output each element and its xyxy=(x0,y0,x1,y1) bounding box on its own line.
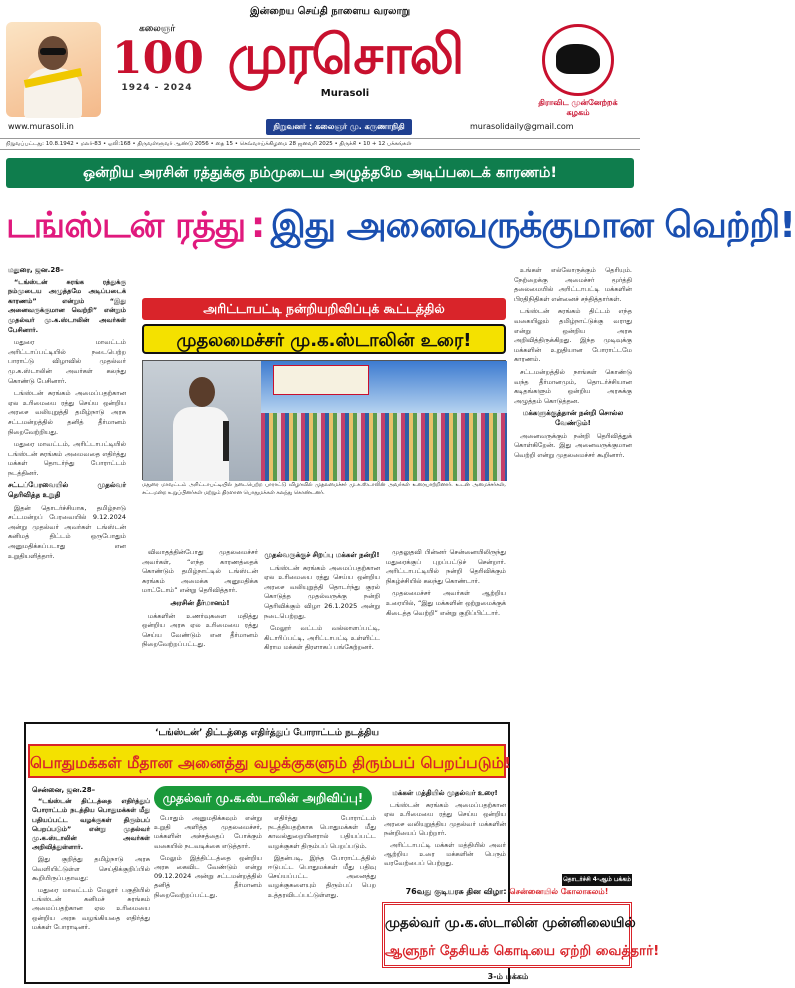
article-paragraph: மேலும் இத்திட்டத்தை ஒன்றிய அரசு கைவிட வேண்டும் என்று 09.12.2024 அன்று சட்டமன்றத்தில் தனித் தீர்மானம் நிறைவேற்றப்பட்டது. xyxy=(154,853,262,899)
slogan-text: ஒன்றிய அரசின் ரத்துக்கு நம்முடைய அழுத்தமே அடிப்படைக் காரணம்! xyxy=(82,165,558,181)
newspaper-title-block xyxy=(210,22,480,100)
article-subhead: அரசின் தீர்மானம்! xyxy=(170,598,230,607)
lower-column-1 xyxy=(32,786,150,980)
article-paragraph: போதும் அனுமதிக்கவும் என்று உறுதி அளித்த முதலமைச்சர், மக்களின் அச்சத்தைப் போக்கும் வகையில் நடவடிக்கை எடுத்தார். xyxy=(154,814,262,850)
article-paragraph: சட்டமன்றத்தில் நாங்கள் கொண்டு வந்த தீர்மானமும், தொடர்ச்சியான கடிதங்களும் ஒன்றிய அரசுக்கு அழுத்தம் கொடுத்தன. xyxy=(514,367,632,405)
contact-row xyxy=(0,118,640,136)
republic-day-kicker xyxy=(382,884,632,900)
republic-day-line1: முதல்வர் மு.க.ஸ்டாலின் முன்னிலையில் xyxy=(385,915,636,931)
email-link[interactable]: murasolidaily@gmail.com xyxy=(470,122,574,131)
right-column-article xyxy=(514,266,632,864)
article-lead: “டங்ஸ்டன் சுரங்க ரத்துக்கு நம்முடைய அழுத்தமே அடிப்படைக் காரணம்” என்றும் “இது அனைவருக்குமான வெற்றி” என்றும் முதல்வர் மு.க.ஸ்டாலின் அவர்கள் பேசினார். xyxy=(8,277,126,334)
party-emblem xyxy=(526,24,630,116)
speaker-head xyxy=(189,377,215,407)
article-paragraph: முதலுதவி பின்னர் சென்னையிலிருந்து மதுரைக்குப் புறப்பட்டுச் சென்றார். அரிட்டாபட்டியில் நன்றி தெரிவிக்கும் நிகழ்ச்சியில் கலந்து கொண்டார். xyxy=(386,548,506,585)
article-paragraph: மதுரை மாவட்டம், அரிட்டாபட்டியில் டங்ஸ்டன் சுரங்கம் அமைவதை எதிர்த்து மக்கள் தொடர்ந்து போராட்டம் நடத்தினர். xyxy=(8,440,126,477)
newspaper-title: முரசொலி xyxy=(227,23,463,86)
article-paragraph: இதன்படி, இந்த போராட்டத்தில் ஈடுபட்ட பொதுமக்கள் மீது பதிவு செய்யப்பட்ட அனைத்து வழக்குகளையும் திரும்பப் பெற உத்தரவிடப்பட்டுள்ளது. xyxy=(268,853,376,899)
speaker-figure xyxy=(173,377,229,481)
center-column-2 xyxy=(264,548,380,716)
article-paragraph: அனைவருக்கும் நன்றி தெரிவித்துக் கொள்கிறேன். இது அனைவருக்குமான வெற்றி என்று முதலமைச்சர் கூறினார். xyxy=(514,431,632,459)
article-paragraph: மக்களின் உணர்வுகளை மதித்து ஒன்றிய அரசு ஏல உரிமையை ரத்து செய்ய வேண்டும் என தீர்மானம் நிறைவேற்றப்பட்டது. xyxy=(142,611,258,649)
article-paragraph: டங்ஸ்டன் சுரங்கம் திட்டம் எந்த வகையிலும் தமிழ்நாட்டுக்கு வராது என்று ஒன்றிய அரசு அறிவித்திருக்கிறது. இந்த முடிவுக்கு மக்களின் உறுதியான போராட்டமே காரணம். xyxy=(514,307,632,364)
article-subhead: முதல்வருக்குச் சிறப்பு மக்கள் நன்றி! xyxy=(264,551,380,559)
article-paragraph: மதுரை மாவட்டம் அரிட்டாப்பட்டியில் நடைபெற்ற பாராட்டு விழாவில் முதல்வர் மு.க.ஸ்டாலின் அவர்கள் கலந்து கொண்டு பேசினார். xyxy=(8,338,126,385)
article-paragraph: மேலூர் வட்டம் வல்லாளப்பட்டி, கிடாரிப்பட்டி, அரிட்டாபட்டி உள்ளிட்ட கிராம மக்கள் திரளாகப் பங்கேற்றனர். xyxy=(264,624,380,652)
lower-kicker: ‘டங்ஸ்டன்’ திட்டத்தை எதிர்த்துப் போராட்டம் நடத்திய xyxy=(155,728,379,738)
article-paragraph: இது குறித்து தமிழ்நாடு அரசு வெளியிட்டுள்ள செய்திக்குறிப்பில் கூறியிருப்பதாவது: xyxy=(32,855,150,882)
centenary-years: 1924 - 2024 xyxy=(121,83,193,93)
article-paragraph: டங்ஸ்டன் சுரங்கம் அமைப்பதற்கான ஏல உரிமையை ரத்து செய்ய ஒன்றிய அரசை வலியுறுத்திய முதல்வர் மக்களின் நன்றியைப் பெற்றார். xyxy=(384,801,506,837)
center-column-3 xyxy=(386,548,506,716)
emblem-caption: திராவிட முன்னேற்றக் கழகம் xyxy=(538,98,618,117)
portrait-glasses xyxy=(40,48,66,55)
article-paragraph: விவாதத்தின்போது முதலமைச்சர் அவர்கள், “எந்த காரணத்தைக் கொண்டும் தமிழ்நாட்டில் டங்ஸ்டன் சுரங்கம் அமைக்க அனுமதிக்க மாட்டோம்” என்று தெரிவித்தார். xyxy=(142,548,258,595)
lower-column-2 xyxy=(154,814,262,980)
article-lead: “டங்ஸ்டன் திட்டத்தை எதிர்த்துப் போராட்டம் நடத்திய பொதுமக்கள் மீது பதியப்பட்ட வழக்குகள் திரும்பப் பெறப்படும்” என்று முதல்வர் மு.க.ஸ்டாலின் அவர்கள் அறிவித்துள்ளார். xyxy=(32,797,150,852)
article-paragraph: மதுரை மாவட்டம் மேலூர் பகுதியில் டங்ஸ்டன் கனிமச் சுரங்கம் அமைப்பதற்கான ஏல உரிமையை ஒன்றிய அரசு வழங்கியதை எதிர்த்து மக்கள் போராடினர். xyxy=(32,886,150,931)
lower-headline: பொதுமக்கள் மீதான அனைத்து வழக்குகளும் திரும்பப் பெறப்படும்! xyxy=(28,744,506,778)
center-column-1 xyxy=(142,548,258,716)
crowd-area xyxy=(261,413,507,481)
announcement-badge: முதல்வர் மு.க.ஸ்டாலின் அறிவிப்பு! xyxy=(154,786,372,810)
founder-label: நிறுவனர் : கலைஞர் மு. கருணாநிதி xyxy=(266,119,412,135)
republic-day-kicker-red: சென்னையில் கோலாகலம்! xyxy=(509,887,609,896)
article-paragraph: அரிட்டாபட்டி மக்கள் மத்தியில் அவர் ஆற்றிய உரை மக்களின் பெரும் வரவேற்பைப் பெற்றது. xyxy=(384,841,506,868)
feature-headline: முதலமைச்சர் மு.க.ஸ்டாலின் உரை! xyxy=(142,324,506,354)
lower-column-3 xyxy=(268,814,376,980)
feature-photo xyxy=(142,360,506,480)
stage-banner xyxy=(273,365,369,395)
article-subhead: மக்களுக்குத்தான் நன்றி சொல்ல வேண்டும்! xyxy=(522,409,624,427)
republic-day-line2: ஆளுநர் தேசியக் கொடியை ஏற்றி வைத்தார்! xyxy=(385,943,660,959)
headline-part2: இது அனைவருக்குமான வெற்றி! xyxy=(270,205,795,246)
photo-caption: மதுரை மாவட்டம் அரிட்டாபட்டியில் நடைபெற்ற பாராட்டு விழாவில் முதலமைச்சர் மு.க.ஸ்டாலின் அவர்கள் உரையாற்றினார். உடன் அமைச்சர்கள், சட்டமன்ற உறுப்பினர்கள் மற்றும் திரளான பொதுமக்கள் கலந்து கொண்டனர். xyxy=(142,482,506,496)
article-paragraph: டங்ஸ்டன் சுரங்கம் அமைப்பதற்கான ஏல உரிமையை ரத்து செய்ய ஒன்றிய அரசை வலியுறுத்தி தொடர்ந்து குரல் கொடுத்த முதல்வருக்கு நன்றி தெரிவிக்கும் விழா 26.1.2025 அன்று நடைபெற்றது. xyxy=(264,563,380,620)
article-dateline: மதுரை, ஜன.28– xyxy=(8,266,64,274)
centenary-prefix: கலைஞர் xyxy=(138,24,176,34)
dateline-bar xyxy=(0,138,640,150)
article-paragraph: டங்ஸ்டன் சுரங்கம் அமைப்பதற்கான ஏல உரிமையை ரத்து செய்ய ஒன்றிய அரசை வலியுறுத்தி தமிழ்நாடு அரசு சட்டமன்றத்தில் தனித் தீர்மானம் நிறைவேற்றியது. xyxy=(8,389,126,436)
centenary-logo xyxy=(112,24,202,124)
continued-marker[interactable]: தொடர்ச்சி 4-ஆம் பக்கம் xyxy=(562,874,632,886)
dateline-tamil: நிறுவப்பட்டது: 10.8.1942 • மலர்-83 • ஒலி:168 • திருவள்ளுவர் ஆண்டு 2056 • தை 15 • செவ்வாய்க்கிழமை 28 ஜனவரி 2025 • திருச்சி • 10 + 12 பக்கங்கள் xyxy=(6,141,412,147)
headline-part1: டங்ஸ்டன் ரத்து xyxy=(6,205,246,246)
website-link[interactable]: www.murasoli.in xyxy=(8,122,74,131)
article-paragraph: உங்கள் எல்லோருக்கும் தெரியும். நேற்றைக்கு அமைச்சர் மூர்த்தி தலைமையில் அரிட்டாபட்டி மக்களின் பிரதிநிதிகள் என்னைச் சந்தித்தார்கள். xyxy=(514,266,632,303)
slogan-banner xyxy=(6,158,634,188)
tagline: இன்றைய செய்தி நாளைய வரலாறு xyxy=(249,6,411,17)
article-paragraph: இதன் தொடர்ச்சியாக, தமிழ்நாடு சட்டமன்றப் பேரவையில் 9.12.2024 அன்று முதல்வர் அவர்கள் டங்ஸ்டன் கனிமத் திட்டம் ஒருபோதும் அனுமதிக்கப்படாது என உறுதியளித்தார். xyxy=(8,503,126,560)
main-headline xyxy=(6,194,795,258)
article-subhead: சட்டப்பேரவையில் முதல்வர் தெரிவித்த உறுதி xyxy=(8,481,126,500)
founder-portrait xyxy=(6,22,101,117)
newspaper-subtitle: Murasoli xyxy=(320,88,370,99)
left-column-article xyxy=(8,266,126,716)
masthead xyxy=(0,0,640,135)
page-reference[interactable]: 3-ம் பக்கம் xyxy=(487,972,529,981)
microphone-icon xyxy=(223,421,229,461)
speaker-shirt xyxy=(173,407,229,481)
headline-colon: : xyxy=(250,205,266,246)
republic-day-kicker-plain: 76வது குடியரசு தின விழா: xyxy=(405,887,507,896)
republic-day-headline-box xyxy=(382,902,660,968)
centenary-number: 100 xyxy=(112,33,204,84)
bull-icon xyxy=(556,44,600,74)
article-paragraph: எதிர்த்து போராட்டம் நடத்தியதற்காக பொதுமக்கள் மீது காவல்துறையினரால் பதியப்பட்ட வழக்குகள் திரும்பப் பெறப்படும். xyxy=(268,814,376,850)
article-subhead: மக்கள் மத்தியில் முதல்வர் உரை! xyxy=(392,789,498,797)
feature-kicker: அரிட்டாபட்டி நன்றியறிவிப்புக் கூட்டத்தில் xyxy=(142,298,506,320)
article-paragraph: முதலமைச்சர் அவர்கள் ஆற்றிய உரையில், “இது மக்களின் ஒற்றுமைக்குக் கிடைத்த வெற்றி” என்று குறிப்பிட்டார். xyxy=(386,589,506,617)
article-dateline: சென்னை, ஜன.28– xyxy=(32,786,96,794)
